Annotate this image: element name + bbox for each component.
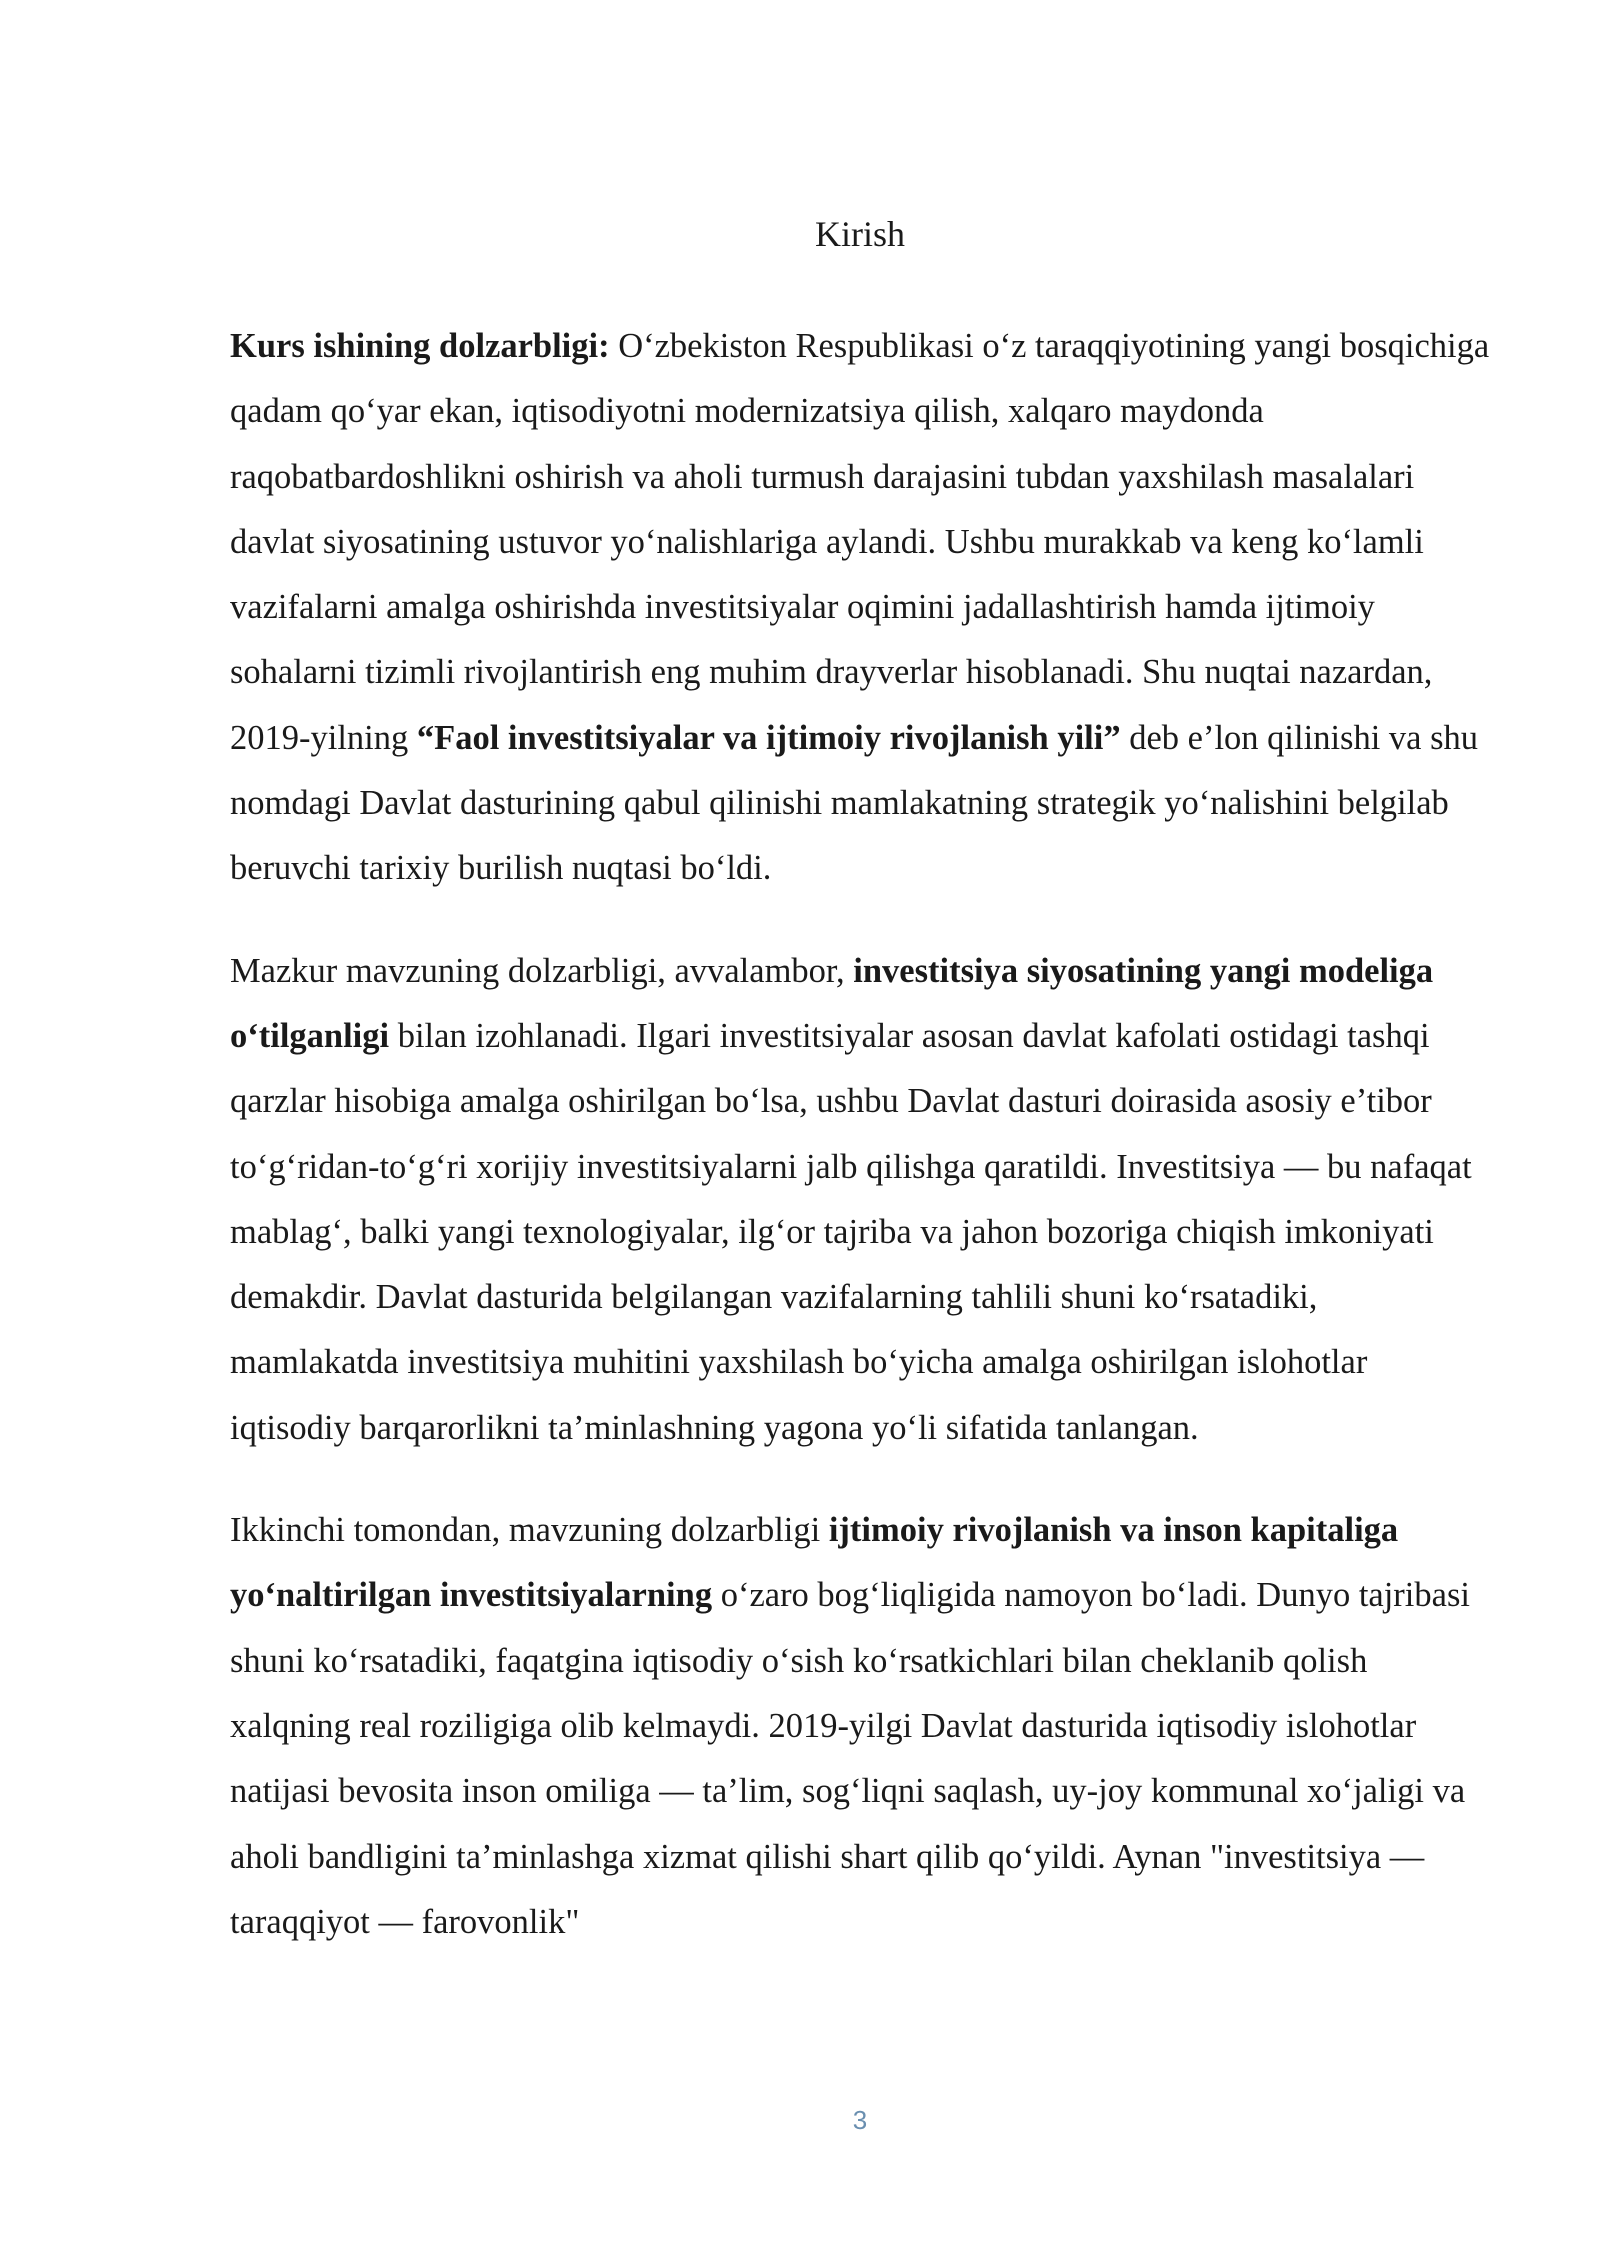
paragraph-1 [230,314,1490,902]
page-number: 3 [852,2105,868,2135]
paragraph-2-text-a: Mazkur mavzuning dolzarbligi, avvalambor, [230,951,854,990]
paragraph-3-text-b: o‘zaro bog‘liqligida namoyon bo‘ladi. Dunyo tajribasi shuni ko‘rsatadiki, faqatgina iqtisodiy o‘sish ko‘rsatkichlari bilan cheklanib qolish xalqning real roziligiga olib kelmaydi. 2019-yilgi Davlat dasturida iqtisodiy islohotlar natijasi bevosita inson omiliga — ta’lim, sog‘liqni saqlash, uy-joy kommunal xo‘jaligi va aholi bandligini ta’minlashga xizmat qilishi shart qilib qo‘yildi. Aynan "investitsiya — taraqqiyot — farovonlik" [230,1576,1470,1941]
paragraph-3 [230,1498,1490,1955]
paragraph-1-text-a: O‘zbekiston Respublikasi o‘z taraqqiyotining yangi bosqichiga qadam qo‘yar ekan, iqtisodiyotni modernizatsiya qilish, xalqaro maydonda raqobatbardoshlikni oshirish va aholi turmush darajasini tubdan yaxshilash masalalari davlat siyosatining ustuvor yo‘nalishlariga aylandi. Ushbu murakkab va keng ko‘lamli vazifalarni amalga oshirishda investitsiyalar oqimini jadallashtirish hamda ijtimoiy sohalarni tizimli rivojlantirish eng muhim drayverlar hisoblanadi. Shu nuqtai nazardan, 2019-yilning [230,327,1490,757]
paragraph-2-text-b: bilan izohlanadi. Ilgari investitsiyalar asosan davlat kafolati ostidagi tashqi qarzlar hisobiga amalga oshirilgan bo‘lsa, ushbu Davlat dasturi doirasida asosiy e’tibor to‘g‘ridan-to‘g‘ri xorijiy investitsiyalarni jalb qilishga qaratildi. Investitsiya — bu nafaqat mablag‘, balki yangi texnologiyalar, ilg‘or tajriba va jahon bozoriga chiqish imkoniyati demakdir. Davlat dasturida belgilangan vazifalarning tahlili shuni ko‘rsatadiki, mamlakatda investitsiya muhitini yaxshilash bo‘yicha amalga oshirilgan islohotlar iqtisodiy barqarorlikni ta’minlashning yagona yo‘li sifatida tanlangan. [230,1016,1472,1447]
paragraph-2-bold: investitsiya siyosatining yangi modeliga o‘tilganligi [230,951,1434,1055]
page-heading: Kirish [815,214,905,254]
paragraph-3-bold: ijtimoiy rivojlanish va inson kapitaliga yo‘naltirilgan investitsiyalarning [230,1511,1399,1615]
paragraph-1-bold-lead: Kurs ishining dolzarbligi: [230,327,610,365]
paragraph-3-text-a: Ikkinchi tomondan, mavzuning dolzarbligi [230,1511,829,1550]
paragraph-1-text-b: deb e’lon qilinishi va shu nomdagi Davlat dasturining qabul qilinishi mamlakatning strategik yo‘nalishini belgilab beruvchi tarixiy burilish nuqtasi bo‘ldi. [230,718,1479,888]
document-body [230,314,1490,1992]
paragraph-1-bold-year-title: “Faol investitsiyalar va ijtimoiy rivojlanish yili” [416,718,1121,757]
paragraph-2 [230,939,1490,1461]
